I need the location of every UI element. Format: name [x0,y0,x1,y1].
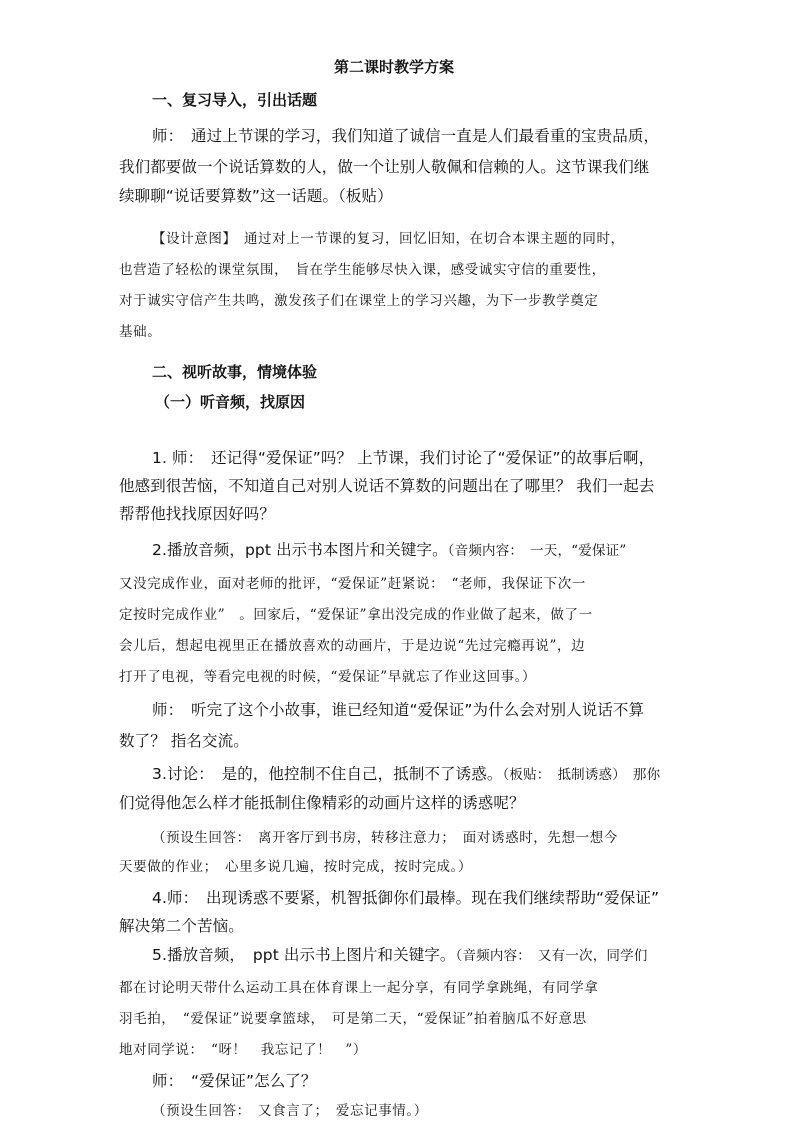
subsection-heading-audio: （一）听音频，找原因 [155,393,306,411]
item-5-audio-start: （音频内容： 又有一次，同学们 [455,948,648,964]
teacher-question-2: 师： “爱保证”怎么了？ [152,1072,317,1090]
item-5-lead-text: 5.播放音频， ppt 出示书上图片和关键字。 [152,946,456,964]
design-intent-line: 【设计意图】 通过对上一节课的复习，回忆旧知，在切合本课主题的同时， [152,231,625,247]
item-5-audio-line: 地对同学说： “呀！ 我忘记了！ ”） [119,1042,367,1058]
item-5-audio-line: 羽毛拍， “爱保证”说要拿篮球， 可是第二天，“爱保证”拍着脑瓜不好意思 [119,1011,587,1027]
item-1-line: 他感到很苦恼，不知道自己对别人说话不算数的问题出在了哪里？ 我们一起去 [119,477,655,495]
item-2-audio-line: 定按时完成作业” 。回家后，“爱保证”拿出没完成的作业做了起来，做了一 [119,607,593,623]
item-2-audio-line: 又没完成作业，面对老师的批评，“爱保证”赶紧说： “老师，我保证下次一 [119,576,586,592]
item-3-lead [152,762,660,784]
paragraph-line: 续聊聊“说话要算数”这一话题。（板贴） [119,187,393,205]
item-2-lead [152,538,626,560]
item-2-audio-line: 会儿后，想起电视里正在播放喜欢的动画片，于是边说“先过完瘾再说”，边 [119,638,586,654]
paragraph-line: 我们都要做一个说话算数的人，做一个让别人敬佩和信赖的人。这节课我们继 [119,158,650,176]
item-4-line: 4.师： 出现诱惑不要紧，机智抵御你们最棒。现在我们继续帮助“爱保证” [152,889,660,907]
teacher-question-line: 师： 听完了这个小故事，谁已经知道“爱保证”为什么会对别人说话不算 [152,701,645,719]
section-heading-review: 一、复习导入，引出话题 [152,91,318,109]
design-intent-line: 对于诚实守信产生共鸣，激发孩子们在课堂上的学习兴趣，为下一步教学奠定 [119,293,599,309]
item-3-line: 们觉得他怎么样才能抵制住像精彩的动画片这样的诱惑呢？ [119,794,525,812]
item-4-line: 解决第二个苦恼。 [119,917,244,935]
item-3-lead-text: 3.讨论： 是的，他控制不住自己，抵制不了诱惑。 [152,765,503,783]
preset-answer-2: （预设生回答： 又食言了； 爱忘记事情。） [152,1103,428,1119]
paragraph-line: 师： 通过上节课的学习，我们知道了诚信一直是人们最看重的宝贵品质， [152,127,660,145]
item-2-lead-text: 2.播放音频，ppt 出示书本图片和关键字。 [152,541,448,559]
item-5-lead [152,943,648,965]
preset-answer-line: 天要做的作业； 心里多说几遍，按时完成，按时完成。） [119,859,473,875]
item-1-line: 帮帮他找找原因好吗？ [119,505,276,523]
item-3-board-note: （板贴： 抵制诱惑） 那你 [502,767,661,783]
design-intent-line: 也营造了轻松的课堂氛围， 旨在学生能够尽快入课，感受诚实守信的重要性， [119,262,606,278]
item-2-audio-line: 打开了电视，等看完电视的时候，“爱保证”早就忘了作业这回事。） [119,669,537,685]
document-title: 第二课时教学方案 [334,58,455,76]
teacher-question-line: 数了？ 指名交流。 [119,732,249,750]
item-1-line: 1. 师： 还记得“爱保证”吗？ 上节课，我们讨论了“爱保证”的故事后啊， [152,449,655,467]
preset-answer-line: （预设生回答： 离开客厅到书房，转移注意力； 面对诱惑时，先想一想今 [152,830,618,846]
item-5-audio-line: 都在讨论明天带什么运动工具在体育课上一起分享，有同学拿跳绳，有同学拿 [119,980,599,996]
item-2-audio-start: （音频内容： 一天，“爱保证” [447,543,627,559]
design-intent-line: 基础。 [119,324,162,340]
section-heading-story: 二、视听故事，情境体验 [152,363,318,381]
